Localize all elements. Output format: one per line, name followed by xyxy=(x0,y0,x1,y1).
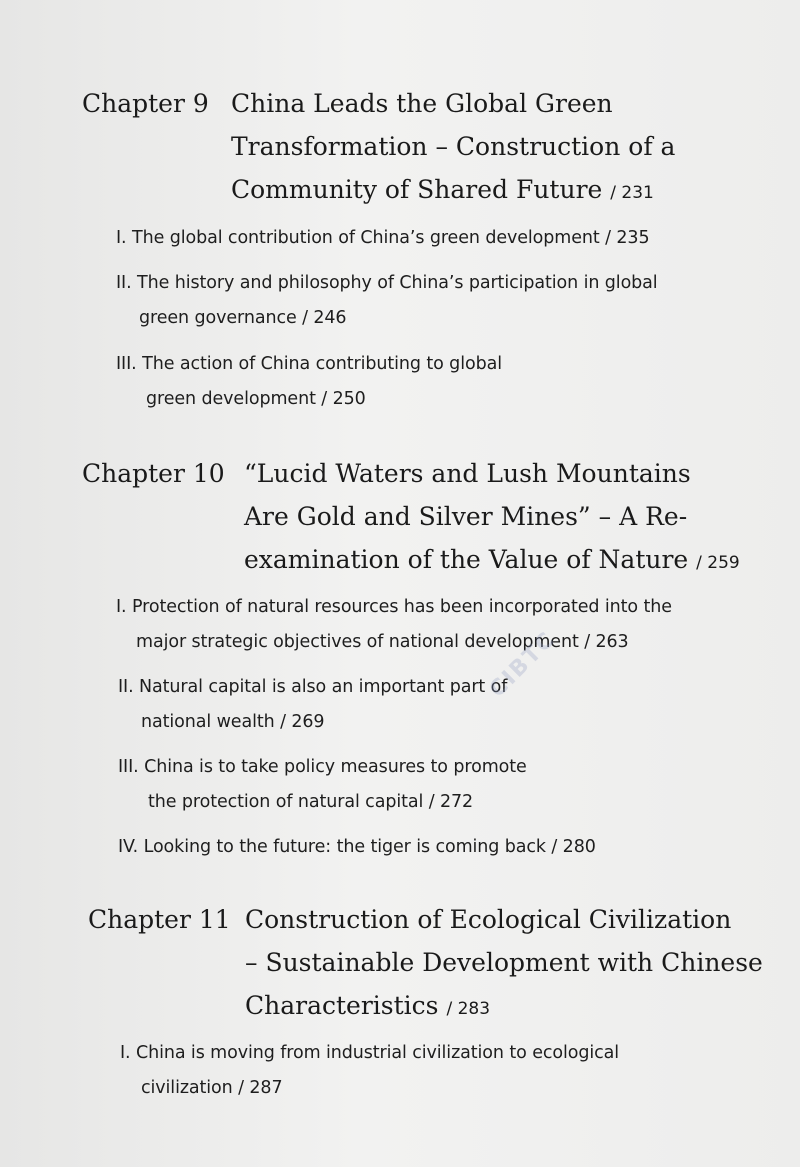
toc-entry-line: II. Natural capital is also an important part of xyxy=(118,677,508,697)
watermark: CIBTC xyxy=(484,626,561,703)
chapter-title-line: – Sustainable Development with Chinese xyxy=(245,948,763,977)
toc-entry-line: I. Protection of natural resources has been incorporated into the xyxy=(116,597,672,617)
chapter-title-line: Characteristics / 283 xyxy=(245,991,491,1020)
chapter-title-line: examination of the Value of Nature / 259 xyxy=(244,545,740,574)
chapter-title-line: Construction of Ecological Civilization xyxy=(245,905,732,934)
chapter-title-line: Are Gold and Silver Mines” – A Re- xyxy=(244,502,688,531)
toc-entry-line: civilization / 287 xyxy=(141,1078,283,1098)
page-reference: / 231 xyxy=(610,183,654,203)
chapter-title xyxy=(245,898,763,1031)
chapter-title-line: Community of Shared Future / 231 xyxy=(231,175,654,204)
toc-entry-line: I. The global contribution of China’s green development / 235 xyxy=(116,228,650,248)
toc-entry-line: national wealth / 269 xyxy=(141,712,325,732)
toc-entry xyxy=(118,750,527,820)
chapter-number: Chapter 10 xyxy=(82,459,225,488)
toc-entry-line: II. The history and philosophy of China’s participation in global xyxy=(116,273,658,293)
toc-entry xyxy=(116,221,650,256)
chapter-title xyxy=(244,452,740,585)
toc-entry-line: the protection of natural capital / 272 xyxy=(148,792,474,812)
chapter-title-line: China Leads the Global Green xyxy=(231,89,613,118)
toc-entry-line: IV. Looking to the future: the tiger is coming back / 280 xyxy=(118,837,596,857)
toc-entry xyxy=(116,347,502,417)
toc-entry-line: III. The action of China contributing to global xyxy=(116,354,502,374)
chapter-number: Chapter 11 xyxy=(88,905,231,934)
chapter-title xyxy=(231,82,675,215)
toc-entry xyxy=(118,670,507,740)
toc-entry xyxy=(116,266,658,336)
toc-entry-line: green development / 250 xyxy=(146,389,366,409)
toc-entry-line: III. China is to take policy measures to promote xyxy=(118,757,527,777)
toc-entry-line: I. China is moving from industrial civilization to ecological xyxy=(120,1043,620,1063)
toc-entry-line: green governance / 246 xyxy=(139,308,347,328)
page-reference: / 283 xyxy=(446,999,491,1019)
chapter-title-line: Transformation – Construction of a xyxy=(231,132,676,161)
toc-entry xyxy=(120,1036,619,1106)
toc-entry xyxy=(118,830,596,865)
chapter-number: Chapter 9 xyxy=(82,89,209,118)
page-reference: / 259 xyxy=(696,553,740,573)
toc-entry-line: major strategic objectives of national development / 263 xyxy=(136,632,629,652)
chapter-title-line: “Lucid Waters and Lush Mountains xyxy=(244,459,691,488)
